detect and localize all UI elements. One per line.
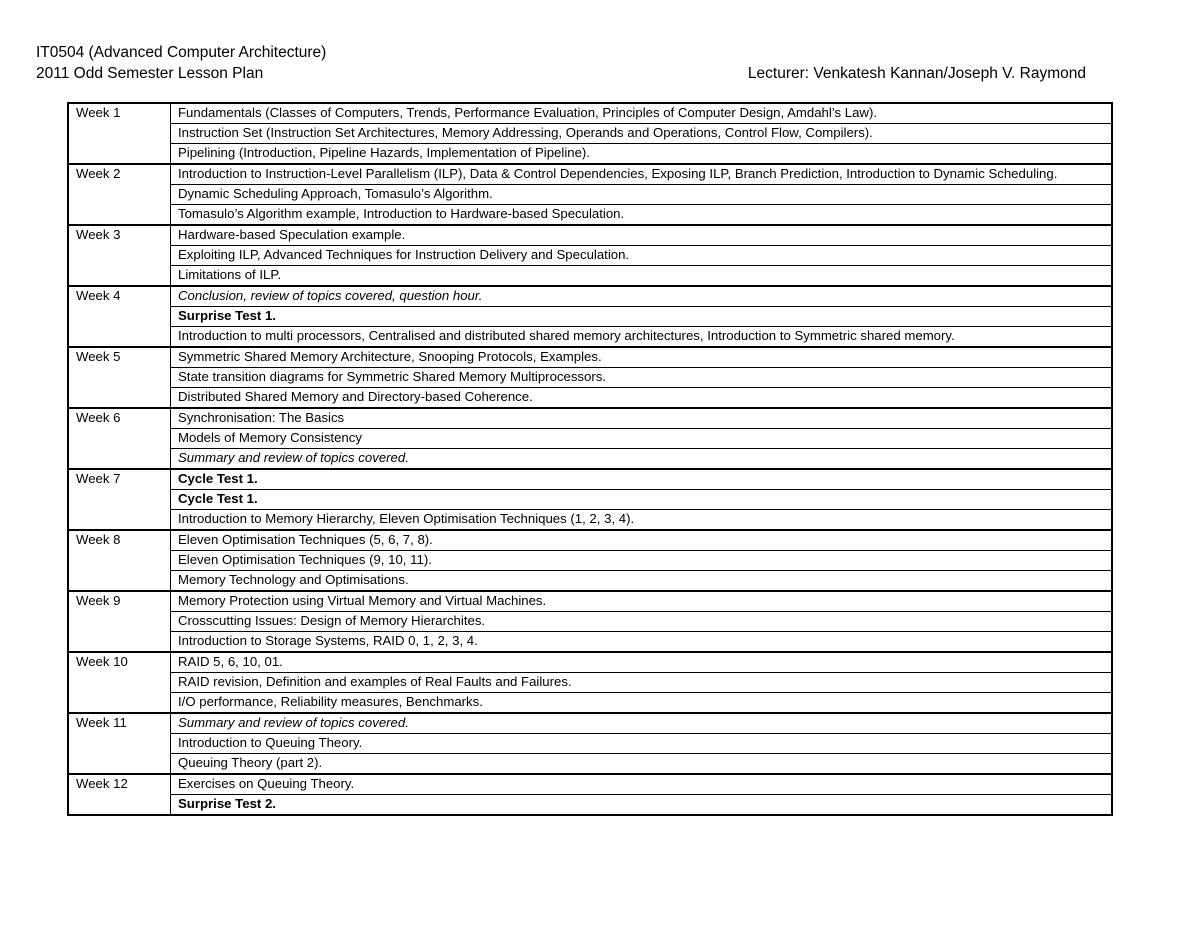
table-row	[68, 185, 1112, 205]
table-row	[68, 103, 1112, 124]
week-label: Week 10	[68, 652, 171, 713]
topic-cell: Instruction Set (Instruction Set Architectures, Memory Addressing, Operands and Operations, Control Flow, Compilers).	[171, 124, 1113, 144]
topic-cell: Eleven Optimisation Techniques (9, 10, 11).	[171, 551, 1113, 571]
header-line-1	[36, 42, 1086, 63]
topic-cell: Exercises on Queuing Theory.	[171, 774, 1113, 795]
table-row	[68, 693, 1112, 714]
topic-cell: Models of Memory Consistency	[171, 429, 1113, 449]
topic-cell: Surprise Test 2.	[171, 795, 1113, 816]
semester-title: 2011 Odd Semester Lesson Plan	[36, 65, 264, 82]
topic-cell: Dynamic Scheduling Approach, Tomasulo’s Algorithm.	[171, 185, 1113, 205]
table-row	[68, 307, 1112, 327]
table-row	[68, 246, 1112, 266]
topic-cell: Exploiting ILP, Advanced Techniques for Instruction Delivery and Speculation.	[171, 246, 1113, 266]
table-row	[68, 551, 1112, 571]
topic-cell: Summary and review of topics covered.	[171, 713, 1113, 734]
table-row	[68, 286, 1112, 307]
table-row	[68, 530, 1112, 551]
lecturer-name: Lecturer: Venkatesh Kannan/Joseph V. Raymond	[747, 65, 1086, 82]
header-line-2	[36, 63, 1086, 84]
week-label: Week 4	[68, 286, 171, 347]
table-row	[68, 368, 1112, 388]
topic-cell: Fundamentals (Classes of Computers, Trends, Performance Evaluation, Principles of Computer Design, Amdahl’s Law).	[171, 103, 1113, 124]
table-row	[68, 408, 1112, 429]
week-label: Week 5	[68, 347, 171, 408]
topic-cell: Introduction to Instruction-Level Parallelism (ILP), Data & Control Dependencies, Exposing ILP, Branch Prediction, Introduction to Dynamic Scheduling.	[171, 164, 1113, 185]
topic-cell: Queuing Theory (part 2).	[171, 754, 1113, 775]
week-label: Week 2	[68, 164, 171, 225]
topic-cell: Conclusion, review of topics covered, question hour.	[171, 286, 1113, 307]
topic-cell: Introduction to multi processors, Centralised and distributed shared memory architectures, Introduction to Symmetric shared memory.	[171, 327, 1113, 348]
topic-cell: Introduction to Memory Hierarchy, Eleven Optimisation Techniques (1, 2, 3, 4).	[171, 510, 1113, 531]
week-label: Week 6	[68, 408, 171, 469]
table-row	[68, 449, 1112, 470]
week-label: Week 1	[68, 103, 171, 164]
table-row	[68, 205, 1112, 226]
table-row	[68, 734, 1112, 754]
week-label: Week 9	[68, 591, 171, 652]
topic-cell: Introduction to Storage Systems, RAID 0, 1, 2, 3, 4.	[171, 632, 1113, 653]
week-label: Week 11	[68, 713, 171, 774]
table-row	[68, 591, 1112, 612]
table-row	[68, 774, 1112, 795]
table-row	[68, 327, 1112, 348]
week-label: Week 3	[68, 225, 171, 286]
topic-cell: RAID revision, Definition and examples of Real Faults and Failures.	[171, 673, 1113, 693]
topic-cell: RAID 5, 6, 10, 01.	[171, 652, 1113, 673]
document-header	[36, 42, 1086, 84]
table-row	[68, 388, 1112, 409]
topic-cell: Distributed Shared Memory and Directory-based Coherence.	[171, 388, 1113, 409]
course-title: IT0504 (Advanced Computer Architecture)	[36, 44, 327, 61]
topic-cell: Memory Technology and Optimisations.	[171, 571, 1113, 592]
lesson-plan-table	[67, 102, 1113, 816]
table-row	[68, 469, 1112, 490]
table-row	[68, 612, 1112, 632]
topic-cell: Eleven Optimisation Techniques (5, 6, 7, 8).	[171, 530, 1113, 551]
table-row	[68, 673, 1112, 693]
topic-cell: Crosscutting Issues: Design of Memory Hierarchites.	[171, 612, 1113, 632]
week-label: Week 7	[68, 469, 171, 530]
table-row	[68, 713, 1112, 734]
topic-cell: Tomasulo’s Algorithm example, Introduction to Hardware-based Speculation.	[171, 205, 1113, 226]
topic-cell: Hardware-based Speculation example.	[171, 225, 1113, 246]
table-row	[68, 652, 1112, 673]
topic-cell: Cycle Test 1.	[171, 469, 1113, 490]
topic-cell: I/O performance, Reliability measures, Benchmarks.	[171, 693, 1113, 714]
table-row	[68, 225, 1112, 246]
week-label: Week 12	[68, 774, 171, 815]
table-row	[68, 510, 1112, 531]
table-row	[68, 795, 1112, 816]
table-row	[68, 347, 1112, 368]
table-row	[68, 124, 1112, 144]
topic-cell: Pipelining (Introduction, Pipeline Hazards, Implementation of Pipeline).	[171, 144, 1113, 165]
topic-cell: Summary and review of topics covered.	[171, 449, 1113, 470]
table-row	[68, 632, 1112, 653]
table-row	[68, 490, 1112, 510]
table-row	[68, 164, 1112, 185]
topic-cell: Memory Protection using Virtual Memory and Virtual Machines.	[171, 591, 1113, 612]
topic-cell: Introduction to Queuing Theory.	[171, 734, 1113, 754]
week-label: Week 8	[68, 530, 171, 591]
lesson-plan-body	[68, 103, 1112, 815]
table-row	[68, 571, 1112, 592]
topic-cell: State transition diagrams for Symmetric Shared Memory Multiprocessors.	[171, 368, 1113, 388]
table-row	[68, 266, 1112, 287]
topic-cell: Synchronisation: The Basics	[171, 408, 1113, 429]
table-row	[68, 429, 1112, 449]
topic-cell: Cycle Test 1.	[171, 490, 1113, 510]
table-row	[68, 754, 1112, 775]
topic-cell: Limitations of ILP.	[171, 266, 1113, 287]
topic-cell: Surprise Test 1.	[171, 307, 1113, 327]
topic-cell: Symmetric Shared Memory Architecture, Snooping Protocols, Examples.	[171, 347, 1113, 368]
table-row	[68, 144, 1112, 165]
